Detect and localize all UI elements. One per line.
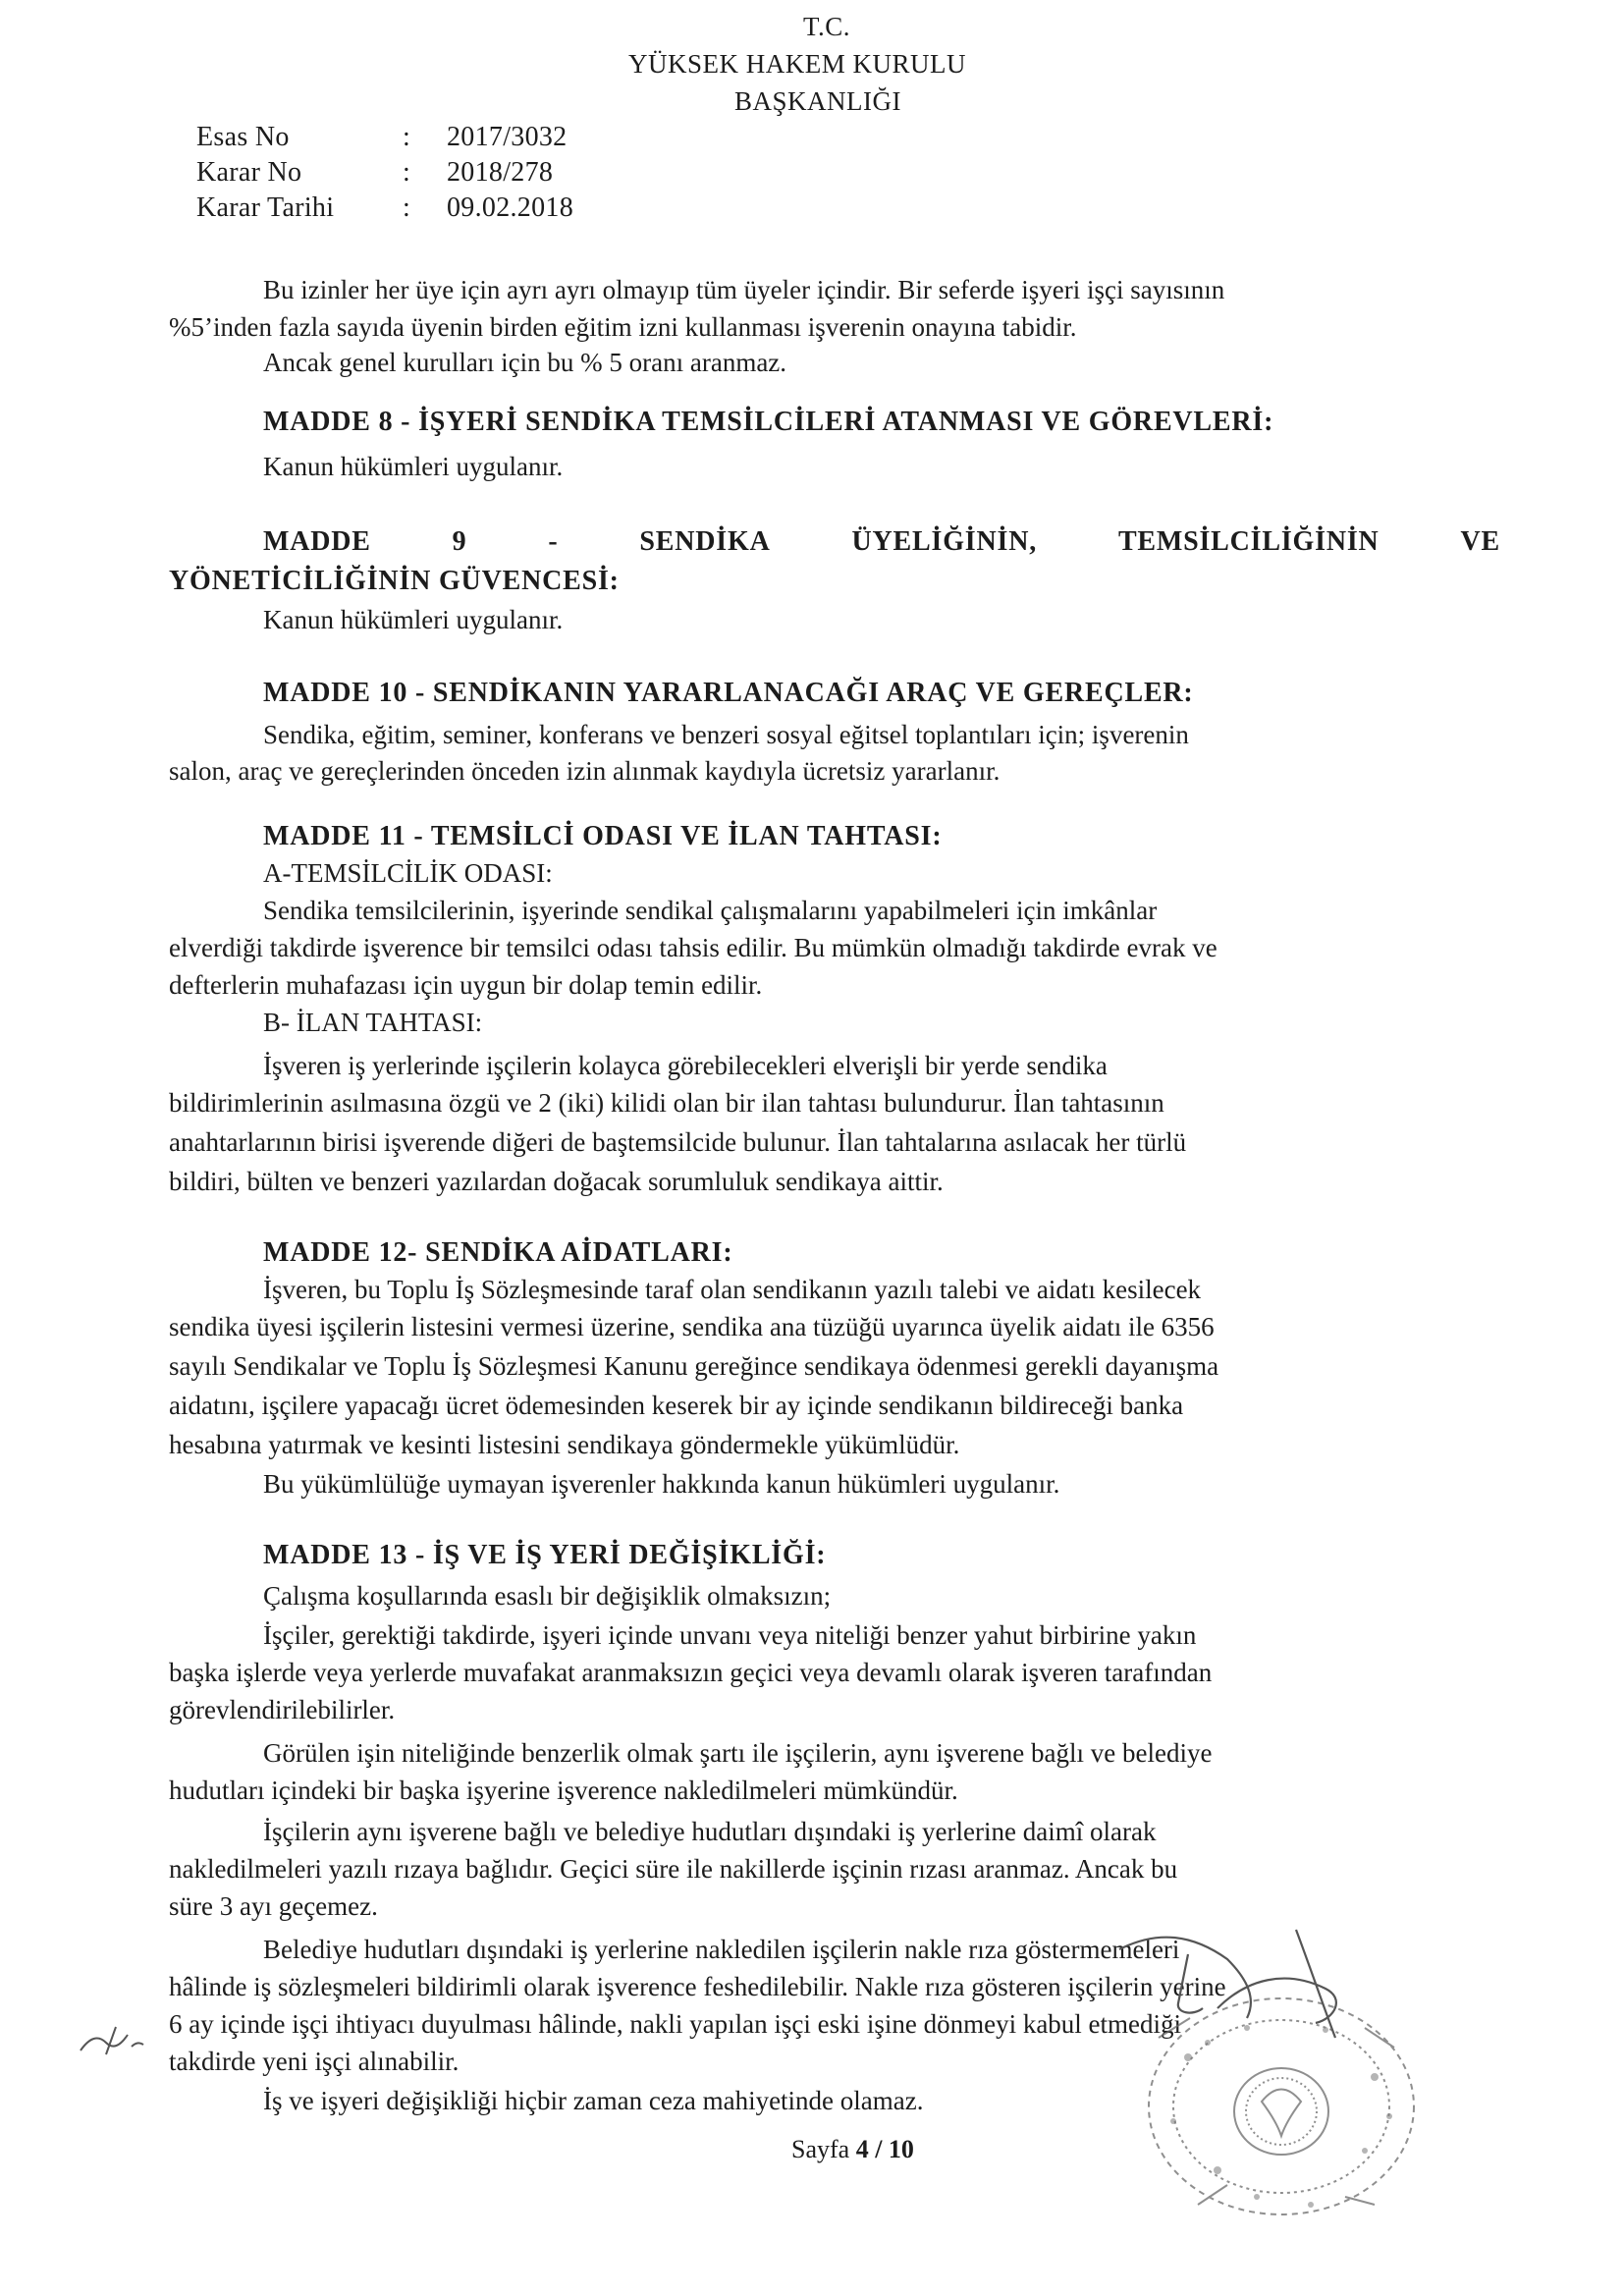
madde-13-line-10: Belediye hudutları dışındaki iş yerlerine nakledilen işçilerin nakle rıza göstermemeleri	[263, 1935, 1180, 1964]
madde-10-heading: MADDE 10 - SENDİKANIN YARARLANACAĞI ARAÇ VE GEREÇLER:	[263, 678, 1194, 708]
karar-colon: :	[403, 157, 411, 188]
madde-9-word-2: 9	[452, 526, 467, 557]
madde-12-line-2: sendika üyesi işçilerin listesini vermesi üzerine, sendika ana tüzüğü uyarınca üyelik aidatı ile 6356	[169, 1312, 1215, 1341]
karar-label: Karar No	[196, 157, 302, 188]
madde-8-body: Kanun hükümleri uygulanır.	[263, 452, 564, 481]
page-count: 4 / 10	[855, 2135, 914, 2163]
esas-value: 2017/3032	[447, 122, 568, 152]
madde-13-heading: MADDE 13 - İŞ VE İŞ YERİ DEĞİŞİKLİĞİ:	[263, 1540, 827, 1570]
tarih-value: 09.02.2018	[447, 192, 573, 223]
madde-9-word-1: MADDE	[263, 526, 371, 557]
official-stamp	[1100, 1910, 1434, 2224]
madde-11-a-line-1: Sendika temsilcilerinin, işyerinde sendikal çalışmalarını yapabilmeleri için imkânlar	[263, 896, 1158, 925]
madde-12-heading: MADDE 12- SENDİKA AİDATLARI:	[263, 1237, 733, 1268]
intro-line-1: Bu izinler her üye için ayrı ayrı olmayıp tüm üyeler içindir. Bir seferde işyeri işçi sayısının	[263, 275, 1225, 304]
madde-13-line-7: İşçilerin aynı işverene bağlı ve belediye hudutları dışındaki iş yerlerine daimî olarak	[263, 1817, 1157, 1846]
madde-9-body: Kanun hükümleri uygulanır.	[263, 605, 564, 634]
tarih-label: Karar Tarihi	[196, 192, 335, 223]
madde-9-word-3: -	[548, 526, 559, 557]
madde-12-line-6: Bu yükümlülüğe uymayan işverenler hakkında kanun hükümleri uygulanır.	[263, 1469, 1060, 1499]
header-presidency: BAŞKANLIĞI	[734, 86, 901, 116]
intro-line-2: %5’inden fazla sayıda üyenin birden eğitim izni kullanması işverenin onayına tabidir.	[169, 312, 1077, 342]
madde-13-line-5: Görülen işin niteliğinde benzerlik olmak şartı ile işçilerin, aynı işverene bağlı ve belediye	[263, 1738, 1213, 1768]
madde-11-b-line-4: bildiri, bülten ve benzeri yazılardan doğacak sorumluluk sendikaya aittir.	[169, 1167, 944, 1196]
madde-9-word-4: SENDİKA	[639, 526, 771, 557]
madde-10-line-1: Sendika, eğitim, seminer, konferans ve benzeri sosyal eğitsel toplantıları için; işverenin	[263, 720, 1189, 749]
madde-11-a-line-2: elverdiği takdirde işverence bir temsilci odası tahsis edilir. Bu mümkün olmadığı takdirde evrak ve	[169, 933, 1217, 962]
page-number	[791, 2137, 914, 2162]
header-tc: T.C.	[803, 12, 850, 41]
madde-9-word-6: TEMSİLCİLİĞİNİN	[1117, 526, 1380, 557]
madde-10-line-2: salon, araç ve gereçlerinden önceden izin alınmak kaydıyla ücretsiz yararlanır.	[169, 756, 1001, 786]
madde-12-line-3: sayılı Sendikalar ve Toplu İş Sözleşmesi Kanunu gereğince sendikaya ödenmesi gerekli dayanışma	[169, 1351, 1219, 1381]
madde-9-word-7: VE	[1460, 526, 1500, 557]
madde-11-a-title: A-TEMSİLCİLİK ODASI:	[263, 858, 553, 888]
esas-label: Esas No	[196, 122, 290, 152]
madde-13-line-11: hâlinde iş sözleşmeleri bildirimli olarak işverence feshedilebilir. Nakle rıza gösteren işçilerin yerine	[169, 1972, 1226, 2001]
madde-11-heading: MADDE 11 - TEMSİLCİ ODASI VE İLAN TAHTASI:	[263, 821, 943, 851]
esas-colon: :	[403, 122, 411, 152]
karar-value: 2018/278	[447, 157, 554, 188]
madde-12-line-5: hesabına yatırmak ve kesinti listesini sendikaya göndermekle yükümlüdür.	[169, 1430, 960, 1459]
madde-11-a-line-3: defterlerin muhafazası için uygun bir dolap temin edilir.	[169, 970, 763, 1000]
madde-13-line-2: İşçiler, gerektiği takdirde, işyeri içinde unvanı veya niteliği benzer yahut birbirine yakın	[263, 1620, 1197, 1650]
madde-11-b-line-1: İşveren iş yerlerinde işçilerin kolayca görebilecekleri elverişli bir yerde sendika	[263, 1051, 1108, 1080]
madde-13-line-9: süre 3 ayı geçemez.	[169, 1891, 378, 1921]
madde-13-line-14: İş ve işyeri değişikliği hiçbir zaman ceza mahiyetinde olamaz.	[263, 2086, 924, 2115]
madde-9-heading-line-2: YÖNETİCİLİĞİNİN GÜVENCESİ:	[169, 566, 620, 596]
madde-9-heading-line-1	[263, 528, 1500, 556]
madde-13-line-13: takdirde yeni işçi alınabilir.	[169, 2047, 460, 2076]
madde-11-b-line-3: anahtarlarının birisi işverende diğeri de baştemsilcide bulunur. İlan tahtalarına asılacak her türlü	[169, 1127, 1187, 1157]
margin-initial-mark	[77, 2021, 147, 2060]
madde-13-line-1: Çalışma koşullarında esaslı bir değişiklik olmaksızın;	[263, 1581, 832, 1611]
madde-8-heading: MADDE 8 - İŞYERİ SENDİKA TEMSİLCİLERİ ATANMASI VE GÖREVLERİ:	[263, 407, 1274, 437]
madde-9-word-5: ÜYELİĞİNİN,	[851, 526, 1038, 557]
madde-13-line-6: hudutları içindeki bir başka işyerine işverence nakledilmeleri mümkündür.	[169, 1776, 958, 1805]
header-institution: YÜKSEK HAKEM KURULU	[628, 49, 966, 79]
madde-12-line-1: İşveren, bu Toplu İş Sözleşmesinde taraf olan sendikanın yazılı talebi ve aidatı kesilecek	[263, 1275, 1202, 1304]
madde-11-b-line-2: bildirimlerinin asılmasına özgü ve 2 (iki) kilidi olan bir ilan tahtası bulundurur. İlan tahtasının	[169, 1088, 1164, 1118]
madde-13-line-4: görevlendirilebilirler.	[169, 1695, 396, 1724]
tarih-colon: :	[403, 192, 411, 223]
page-prefix: Sayfa	[791, 2135, 850, 2163]
intro-line-3: Ancak genel kurulları için bu % 5 oranı aranmaz.	[263, 348, 787, 377]
madde-13-line-3: başka işlerde veya yerlerde muvafakat aranmaksızın geçici veya devamlı olarak işveren tarafından	[169, 1658, 1213, 1687]
madde-11-b-title: B- İLAN TAHTASI:	[263, 1008, 483, 1037]
madde-12-line-4: aidatını, işçilere yapacağı ücret ödemesinden keserek bir ay içinde sendikanın bildireceği banka	[169, 1391, 1184, 1420]
madde-13-line-12: 6 ay içinde işçi ihtiyacı duyulması hâlinde, nakli yapılan işçi eski işine dönmeyi kabul etmediği	[169, 2009, 1182, 2039]
madde-13-line-8: nakledilmeleri yazılı rızaya bağlıdır. Geçici süre ile nakillerde işçinin rızası aranmaz. Ancak bu	[169, 1854, 1178, 1884]
